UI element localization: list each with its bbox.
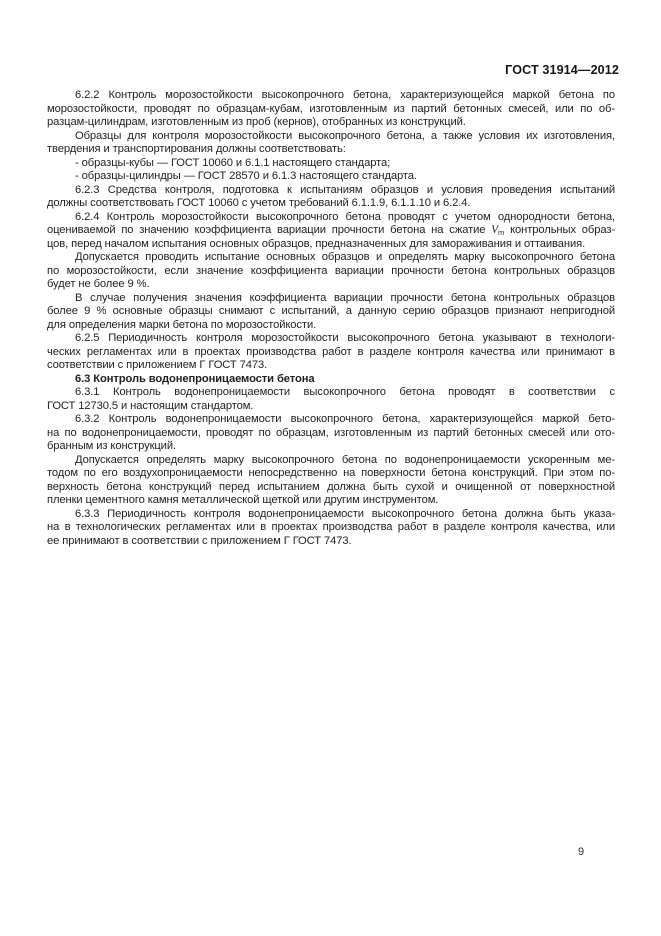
text-line: верхность бетона конструкций перед испытанием должна быть сухой и очищенной от поверхностной [47, 480, 615, 493]
text-line: - образцы-цилиндры — ГОСТ 28570 и 6.1.3 настоящего стандарта. [75, 170, 417, 182]
text-line: 6.3.1 Контроль водонепроницаемости высокопрочного бетона проводят в соответствии с [75, 386, 615, 398]
paragraph [47, 332, 615, 373]
text-line: тодом по его воздухопроницаемости непосредственно на поверхности бетона конструкций. При этом по- [47, 467, 615, 479]
section-heading [47, 373, 615, 387]
paragraph [47, 454, 615, 508]
paragraph [47, 89, 615, 130]
text-line: 6.2.5 Периодичность контроля морозостойкости высокопрочного бетона указывают в технологи- [75, 332, 615, 344]
text-line: оцениваемой по значению коэффициента вариации прочности бетона на сжатие $V_m$ контрольных образ- [47, 224, 616, 237]
text-line: Допускается определять марку высокопрочного бетона по водонепроницаемости ускоренным ме- [75, 453, 615, 466]
document-body [47, 89, 615, 548]
paragraph [47, 386, 615, 413]
text-line: 6.3.2 Контроль водонепроницаемости высокопрочного бетона, характеризующейся маркой бето- [75, 413, 615, 425]
paragraph [47, 170, 615, 184]
text-line: Образцы для контроля морозостойкости высокопрочного бетона, а также условия их изготовления, [75, 129, 615, 142]
text-line: 6.3.3 Периодичность контроля водонепроницаемости высокопрочного бетона должна быть указа- [75, 507, 615, 520]
text-line: разцам-цилиндрам, изготовленным из проб (кернов), отобранных из конструкций. [47, 116, 466, 128]
text-line: должны соответствовать ГОСТ 10060 с учетом требований 6.1.1.9, 6.1.1.10 и 6.2.4. [47, 197, 471, 209]
paragraph [47, 413, 615, 454]
page-number: 9 [578, 846, 585, 858]
paragraph [47, 251, 615, 292]
text-line: будет не более 9 %. [47, 278, 150, 290]
text-line: ческих регламентах или в проектах производства работ в разделе контроля качества или принимают в [47, 345, 615, 358]
text-line: по морозостойкости, если значение коэффициента вариации прочности бетона контрольных образцов [47, 264, 615, 277]
text-line: для определения марки бетона по морозостойкости. [47, 318, 317, 331]
text-line: пленки цементного камня металлической щеткой или другим инструментом. [47, 494, 439, 506]
text-line: более 9 % основные образцы снимают с испытаний, а данную серию образцов признают непригодной [47, 305, 615, 317]
text-line: на по водонепроницаемости, проводят по образцам, изготовленным из партий бетонных смесей или ото- [47, 426, 615, 439]
text-line: 6.3 Контроль водонепроницаемости бетона [75, 372, 315, 385]
text-line: В случае получения значения коэффициента вариации прочности бетона контрольных образцов [75, 291, 615, 304]
text-line: соответствии с приложением Г ГОСТ 7473. [47, 359, 268, 371]
text-line: 6.2.3 Средства контроля, подготовка к испытаниям образцов и условия проведения испытаний [75, 183, 615, 196]
text-line: цов, перед началом испытания основных образцов, предназначенных для замораживания и оттаивания. [47, 237, 586, 250]
text-line: на в технологических регламентах или в проектах производства работ в разделе контроля качества, или [47, 521, 615, 533]
text-line: ее принимают в соответствии с приложением Г ГОСТ 7473. [47, 534, 352, 547]
text-line: твердения и транспортирования должны соответствовать: [47, 143, 346, 155]
text-line: морозостойкости, проводят по образцам-кубам, изготовленным из партий бетонных смесей, или по об- [47, 102, 615, 115]
paragraph [47, 211, 615, 252]
text-line: 6.2.2 Контроль морозостойкости высокопрочного бетона, характеризующейся маркой бетона по [75, 89, 615, 101]
text-line: - образцы-кубы — ГОСТ 10060 и 6.1.1 настоящего стандарта; [75, 156, 391, 169]
paragraph [47, 508, 615, 549]
paragraph [47, 130, 615, 157]
document-header-standard-number: ГОСТ 31914—2012 [505, 63, 619, 77]
text-line: ГОСТ 12730.5 и настоящим стандартом. [47, 399, 254, 412]
text-line: бранным из конструкций. [47, 440, 176, 452]
text-line: Допускается проводить испытание основных образцов и определять марку высокопрочного бетона [75, 251, 615, 263]
paragraph [47, 157, 615, 171]
text-line: 6.2.4 Контроль морозостойкости высокопрочного бетона проводят с учетом однородности бетона, [75, 210, 615, 223]
paragraph [47, 292, 615, 333]
paragraph [47, 184, 615, 211]
